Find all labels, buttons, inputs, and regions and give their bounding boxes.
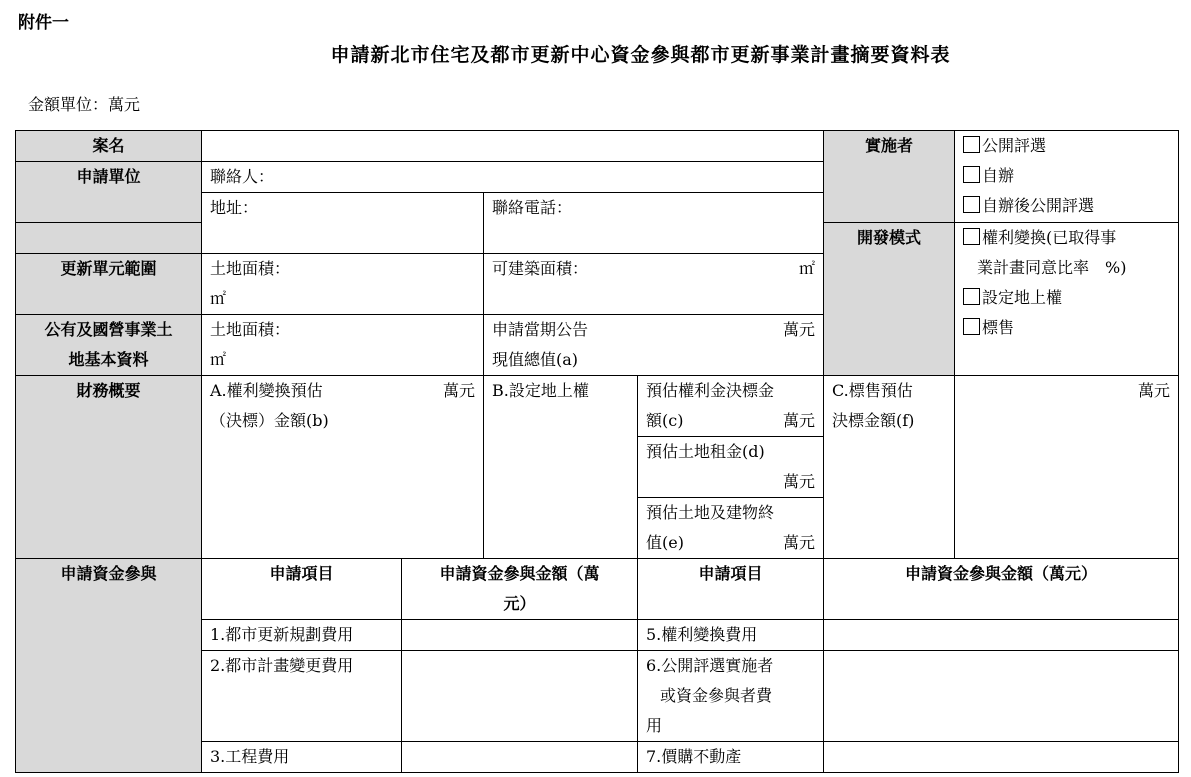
dev-mode-label: 開發模式 [824, 223, 955, 376]
applicant-label: 申請單位 [16, 162, 202, 223]
amount-rights-exchange-field[interactable] [824, 620, 1179, 651]
case-name-label: 案名 [16, 131, 202, 162]
public-land-area-field[interactable]: 土地面積： ㎡ [202, 315, 484, 376]
fin-land-rent-field[interactable]: 預估土地租金(d) 萬元 [638, 437, 824, 498]
public-land-label: 公有及國營事業土 地基本資料 [16, 315, 202, 376]
renewal-scope-label: 更新單元範圍 [16, 254, 202, 315]
amount-header-right: 申請資金參與金額（萬元） [824, 559, 1179, 620]
dev-mode-options [955, 223, 1179, 376]
attachment-label: 附件一 [18, 13, 69, 33]
sqm-unit: ㎡ [798, 259, 815, 278]
checkbox-icon[interactable] [963, 196, 980, 213]
case-name-field[interactable] [202, 131, 824, 162]
item-construction: 3.工程費用 [202, 742, 402, 773]
implementer-option-public[interactable]: 公開評選 [963, 131, 1170, 161]
amount-construction-field[interactable] [402, 742, 638, 773]
implementer-options [955, 131, 1179, 223]
checkbox-icon[interactable] [963, 288, 980, 305]
funding-label: 申請資金參與 [16, 559, 202, 773]
summary-form-table [15, 130, 1179, 773]
sqm-unit: ㎡ [210, 289, 227, 308]
finance-label: 財務概要 [16, 376, 202, 559]
fin-final-value-field[interactable]: 預估土地及建物終 值(e) 萬元 [638, 498, 824, 559]
item-rights-exchange: 5.權利變換費用 [638, 620, 824, 651]
item-selection: 6.公開評選實施者 或資金參與者費 用 [638, 651, 824, 742]
checkbox-icon[interactable] [963, 318, 980, 335]
checkbox-icon[interactable] [963, 166, 980, 183]
amount-plan-change-field[interactable] [402, 651, 638, 742]
dev-option-superficies[interactable]: 設定地上權 [963, 283, 1170, 313]
dev-option-rights-exchange[interactable]: 權利變換(已取得事 [963, 223, 1170, 253]
fin-premium-field[interactable]: 預估權利金決標金 額(c) 萬元 [638, 376, 824, 437]
implementer-option-self[interactable]: 自辦 [963, 161, 1170, 191]
amount-planning-field[interactable] [402, 620, 638, 651]
implementer-option-self-then-public[interactable]: 自辦後公開評選 [963, 191, 1170, 221]
fin-sale-field[interactable]: 萬元 [955, 376, 1179, 559]
land-area-field[interactable]: 土地面積： ㎡ [202, 254, 484, 315]
item-plan-change: 2.都市計畫變更費用 [202, 651, 402, 742]
amount-purchase-field[interactable] [824, 742, 1179, 773]
unit-note: 金額單位：萬元 [28, 95, 141, 114]
current-value-field[interactable]: 申請當期公告 萬元 現值總值(a) [484, 315, 824, 376]
sqm-unit: ㎡ [210, 350, 227, 369]
checkbox-icon[interactable] [963, 136, 980, 153]
item-header-right: 申請項目 [638, 559, 824, 620]
checkbox-icon[interactable] [963, 228, 980, 245]
amount-selection-field[interactable] [824, 651, 1179, 742]
fin-superficies-label: B.設定地上權 [484, 376, 638, 559]
dev-option-sale[interactable]: 標售 [963, 313, 1170, 343]
contact-field[interactable]: 聯絡人： [202, 162, 824, 193]
item-header-left: 申請項目 [202, 559, 402, 620]
dev-option-rights-exchange-cont: 業計畫同意比率 %) [977, 258, 1127, 277]
phone-field[interactable]: 聯絡電話： [484, 193, 824, 254]
fin-rights-exchange-field[interactable]: A.權利變換預估 萬元 （決標）金額(b) [202, 376, 484, 559]
fin-sale-label: C.標售預估 決標金額(f) [824, 376, 955, 559]
item-planning: 1.都市更新規劃費用 [202, 620, 402, 651]
buildable-area-field[interactable]: 可建築面積： ㎡ [484, 254, 824, 315]
amount-header-left: 申請資金參與金額（萬 元） [402, 559, 638, 620]
page-title: 申請新北市住宅及都市更新中心資金參與都市更新事業計畫摘要資料表 [330, 44, 951, 66]
item-purchase: 7.價購不動產 [638, 742, 824, 773]
implementer-label: 實施者 [824, 131, 955, 223]
applicant-label-cont [16, 223, 202, 254]
address-field[interactable]: 地址： [202, 193, 484, 254]
